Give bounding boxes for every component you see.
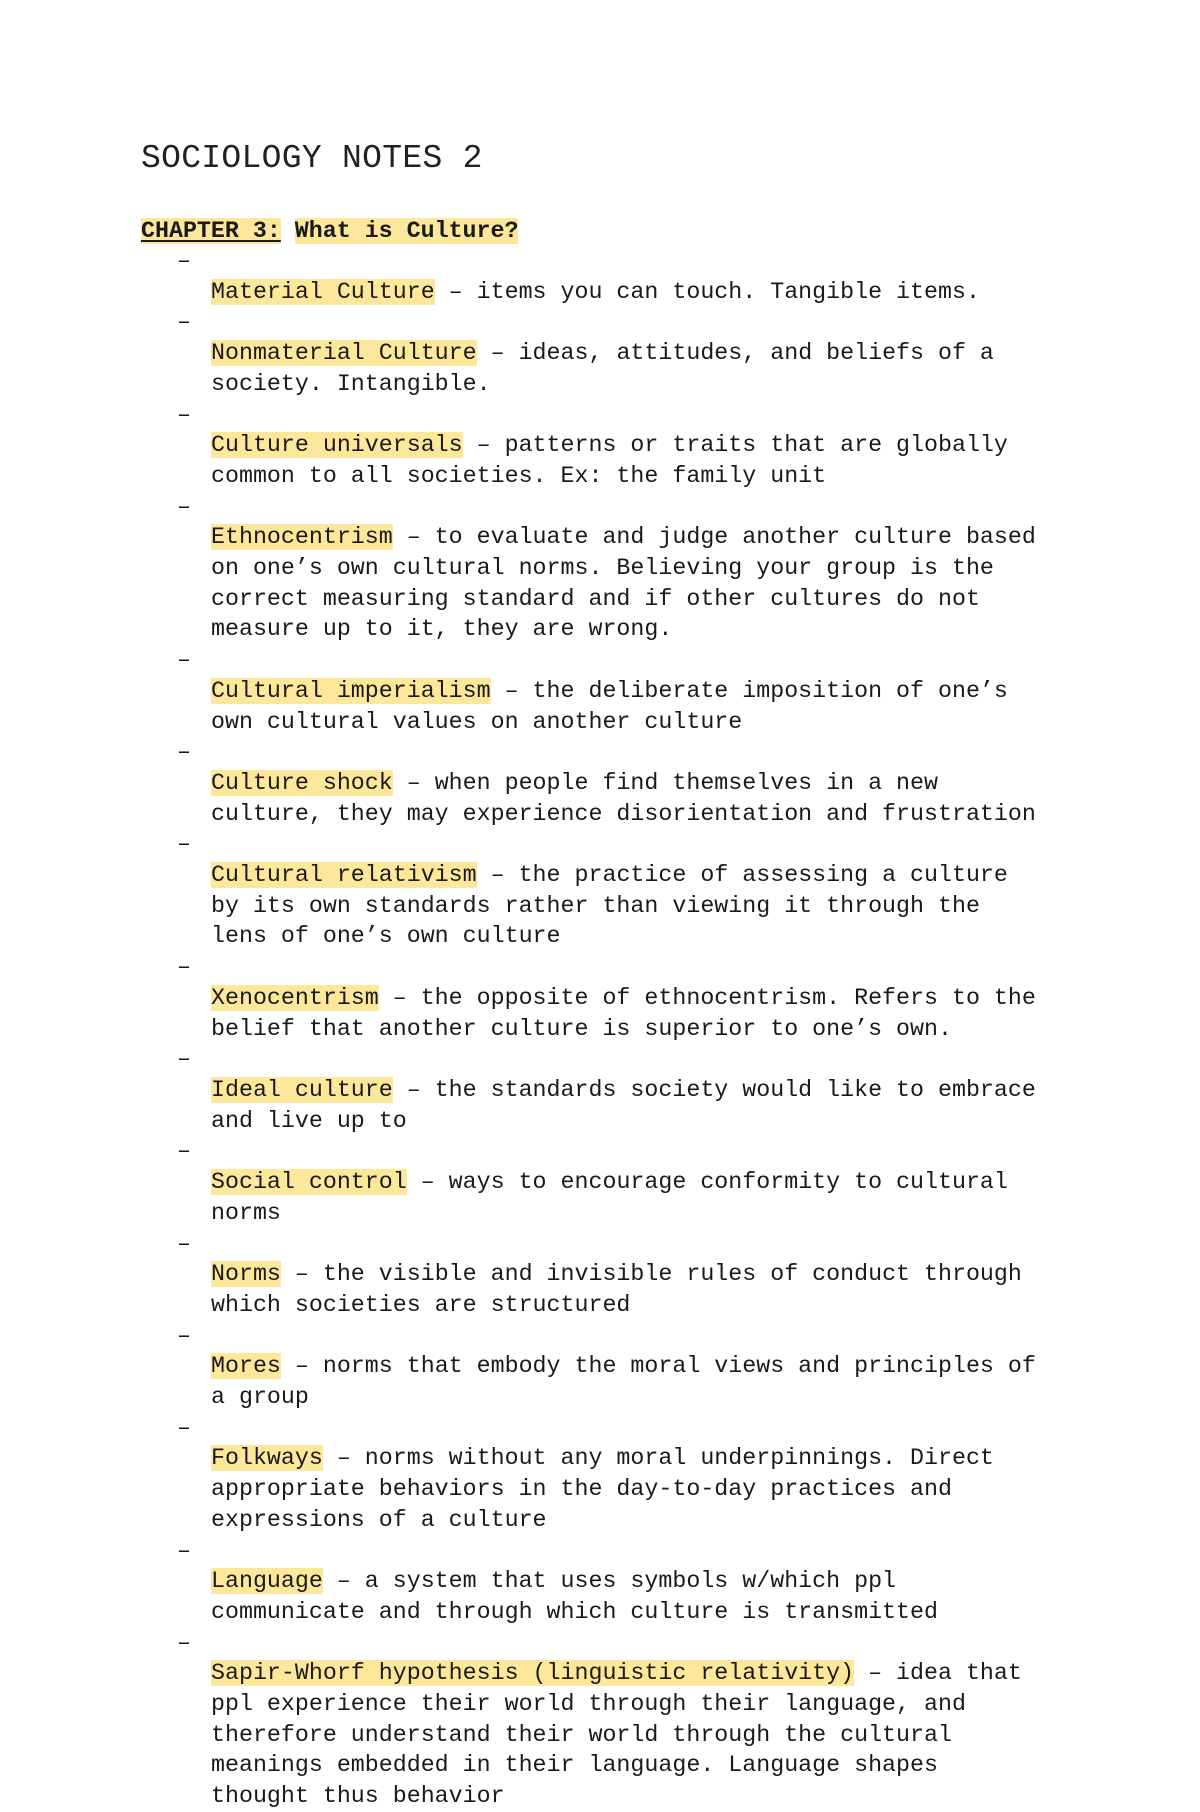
term-highlight: Social control bbox=[211, 1169, 407, 1196]
term-definition: – patterns or traits that are globally common to all societies. Ex: the family unit bbox=[211, 432, 1008, 489]
term-definition: – the deliberate imposition of one’s own cultural values on another culture bbox=[211, 677, 1008, 735]
term-definition: – norms without any moral underpinnings. Direct appropriate behaviors in the day-to-day practices and expressions of a culture bbox=[211, 1445, 994, 1533]
list-item bbox=[141, 1136, 1061, 1228]
list-item bbox=[141, 400, 1061, 492]
list-item bbox=[141, 1536, 1061, 1628]
term-definition: – ways to encourage conformity to cultural norms bbox=[211, 1169, 1008, 1226]
term-definition: – norms that embody the moral views and principles of a group bbox=[211, 1353, 1036, 1411]
document-title: SOCIOLOGY NOTES 2 bbox=[141, 140, 483, 177]
chapter-heading bbox=[141, 216, 518, 246]
list-dash: – bbox=[177, 647, 191, 674]
list-dash: – bbox=[177, 401, 191, 428]
term-highlight: Xenocentrism bbox=[211, 984, 379, 1011]
list-item bbox=[141, 246, 1061, 307]
term-highlight: Folkways bbox=[211, 1445, 323, 1472]
term-highlight: Mores bbox=[211, 1353, 281, 1380]
list-dash: – bbox=[177, 248, 191, 274]
term-definition: – the practice of assessing a culture by its own standards rather than viewing it through the lens of one’s own culture bbox=[211, 862, 1008, 950]
list-dash: – bbox=[177, 1230, 191, 1257]
term-highlight: Culture universals bbox=[211, 432, 463, 459]
term-highlight: Nonmaterial Culture bbox=[211, 340, 477, 367]
list-item bbox=[141, 1321, 1061, 1413]
chapter-label: CHAPTER 3: bbox=[141, 218, 281, 244]
list-dash: – bbox=[177, 954, 191, 981]
term-definition: – ideas, attitudes, and beliefs of a society. Intangible. bbox=[211, 340, 994, 397]
list-item bbox=[141, 492, 1061, 646]
list-dash: – bbox=[177, 1537, 191, 1564]
list-dash: – bbox=[177, 1414, 191, 1441]
list-dash: – bbox=[177, 1629, 191, 1656]
term-definition: – idea that ppl experience their world through their language, and therefore understand their world through the cultural meanings embedded in their language. Language shapes thought thus behavior bbox=[211, 1660, 1022, 1810]
term-list bbox=[141, 246, 1061, 1812]
list-item bbox=[141, 737, 1061, 829]
list-item bbox=[141, 829, 1061, 952]
term-highlight: Ideal culture bbox=[211, 1076, 393, 1103]
list-item bbox=[141, 952, 1061, 1044]
chapter-title: What is Culture? bbox=[294, 218, 519, 244]
term-highlight: Cultural imperialism bbox=[211, 677, 491, 704]
term-highlight: Language bbox=[211, 1568, 323, 1595]
term-highlight: Sapir-Whorf hypothesis (linguistic relativity) bbox=[211, 1660, 855, 1687]
term-definition: – the visible and invisible rules of conduct through which societies are structured bbox=[211, 1261, 1022, 1318]
term-highlight: Culture shock bbox=[211, 769, 393, 796]
term-definition: – the standards society would like to embrace and live up to bbox=[211, 1076, 1036, 1134]
list-item bbox=[141, 1229, 1061, 1321]
list-dash: – bbox=[177, 493, 191, 520]
term-highlight: Ethnocentrism bbox=[211, 524, 393, 551]
list-item bbox=[141, 1413, 1061, 1536]
term-highlight: Cultural relativism bbox=[211, 862, 477, 889]
term-highlight: Material Culture bbox=[211, 278, 435, 305]
term-definition: – the opposite of ethnocentrism. Refers to the belief that another culture is superior to one’s own. bbox=[211, 984, 1036, 1042]
list-dash: – bbox=[177, 831, 191, 858]
term-definition: – to evaluate and judge another culture based on one’s own cultural norms. Believing your group is the correct measuring standard and if other cultures do not measure up to it, they are wrong. bbox=[211, 524, 1036, 643]
list-dash: – bbox=[177, 739, 191, 766]
term-highlight: Norms bbox=[211, 1261, 281, 1288]
list-item bbox=[141, 307, 1061, 399]
list-item bbox=[141, 645, 1061, 737]
list-item bbox=[141, 1628, 1061, 1812]
list-dash: – bbox=[177, 309, 191, 336]
term-definition: – when people find themselves in a new culture, they may experience disorientation and frustration bbox=[211, 769, 1036, 827]
list-dash: – bbox=[177, 1322, 191, 1349]
term-definition: – items you can touch. Tangible items. bbox=[434, 278, 980, 305]
list-dash: – bbox=[177, 1046, 191, 1073]
list-item bbox=[141, 1044, 1061, 1136]
term-definition: – a system that uses symbols w/which ppl communicate and through which culture is transmitted bbox=[211, 1568, 938, 1625]
list-dash: – bbox=[177, 1138, 191, 1165]
